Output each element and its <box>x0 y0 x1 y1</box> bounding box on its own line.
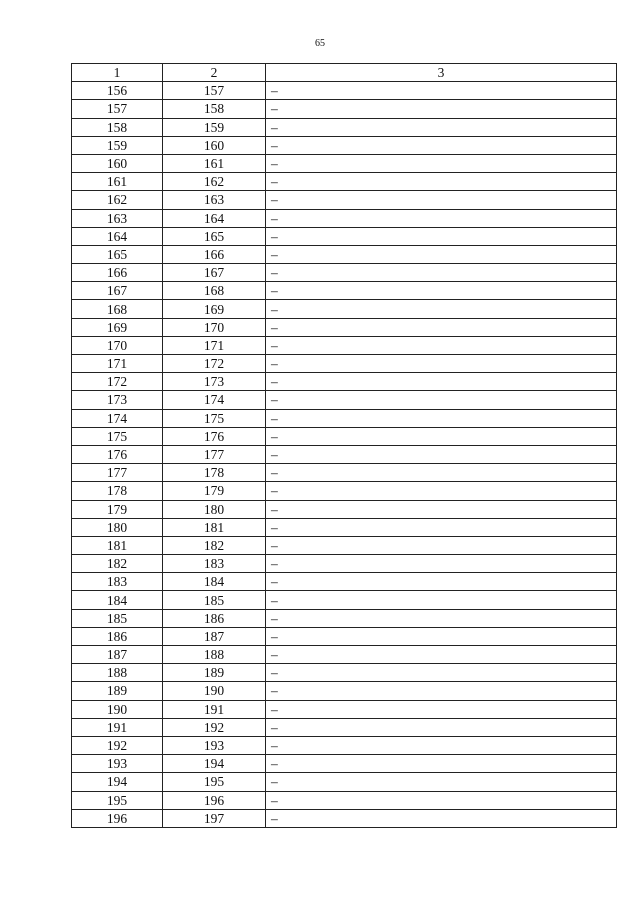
table-cell-col-2: 196 <box>163 791 266 809</box>
table-cell-col-2: 185 <box>163 591 266 609</box>
table-cell-col-1: 186 <box>72 627 163 645</box>
table-cell-col-2: 195 <box>163 773 266 791</box>
table-cell-col-3: – <box>266 755 617 773</box>
table-row <box>72 791 617 809</box>
table-cell-col-2: 187 <box>163 627 266 645</box>
table-cell-col-2: 168 <box>163 282 266 300</box>
table-row <box>72 573 617 591</box>
table-row <box>72 391 617 409</box>
table-row <box>72 482 617 500</box>
table-row <box>72 100 617 118</box>
table-cell-col-1: 196 <box>72 809 163 827</box>
table-cell-col-1: 180 <box>72 518 163 536</box>
table-row <box>72 336 617 354</box>
table-cell-col-1: 162 <box>72 191 163 209</box>
table-row <box>72 318 617 336</box>
column-header-1: 1 <box>72 64 163 82</box>
table-cell-col-3: – <box>266 682 617 700</box>
table-row <box>72 445 617 463</box>
table-cell-col-3: – <box>266 282 617 300</box>
table-header-row <box>72 64 617 82</box>
table-row <box>72 191 617 209</box>
table-row <box>72 536 617 554</box>
table-cell-col-3: – <box>266 500 617 518</box>
table-cell-col-2: 165 <box>163 227 266 245</box>
table-row <box>72 736 617 754</box>
table-cell-col-2: 191 <box>163 700 266 718</box>
table-cell-col-3: – <box>266 391 617 409</box>
table-cell-col-3: – <box>266 591 617 609</box>
table-cell-col-2: 183 <box>163 555 266 573</box>
table-cell-col-1: 191 <box>72 718 163 736</box>
table-cell-col-3: – <box>266 736 617 754</box>
table-cell-col-2: 184 <box>163 573 266 591</box>
table-cell-col-1: 174 <box>72 409 163 427</box>
table-cell-col-1: 168 <box>72 300 163 318</box>
table-cell-col-2: 163 <box>163 191 266 209</box>
table-row <box>72 518 617 536</box>
table-cell-col-3: – <box>266 355 617 373</box>
table-cell-col-2: 158 <box>163 100 266 118</box>
table-cell-col-2: 166 <box>163 245 266 263</box>
table-row <box>72 173 617 191</box>
table-cell-col-3: – <box>266 718 617 736</box>
table-cell-col-2: 170 <box>163 318 266 336</box>
table-cell-col-3: – <box>266 336 617 354</box>
column-header-3: 3 <box>266 64 617 82</box>
table-cell-col-3: – <box>266 482 617 500</box>
table-cell-col-1: 167 <box>72 282 163 300</box>
table-cell-col-2: 197 <box>163 809 266 827</box>
table-cell-col-1: 161 <box>72 173 163 191</box>
page-number: 65 <box>315 38 325 49</box>
table-row <box>72 500 617 518</box>
table-cell-col-3: – <box>266 464 617 482</box>
table-cell-col-1: 164 <box>72 227 163 245</box>
table-cell-col-2: 182 <box>163 536 266 554</box>
table-cell-col-2: 180 <box>163 500 266 518</box>
table-cell-col-3: – <box>266 136 617 154</box>
table-row <box>72 755 617 773</box>
table-cell-col-1: 156 <box>72 82 163 100</box>
table-cell-col-2: 167 <box>163 264 266 282</box>
table-cell-col-2: 173 <box>163 373 266 391</box>
table-row <box>72 373 617 391</box>
table-row <box>72 409 617 427</box>
table-cell-col-1: 190 <box>72 700 163 718</box>
table-cell-col-3: – <box>266 773 617 791</box>
table-cell-col-1: 179 <box>72 500 163 518</box>
table-row <box>72 300 617 318</box>
table-row <box>72 627 617 645</box>
table-cell-col-3: – <box>266 409 617 427</box>
table-cell-col-2: 176 <box>163 427 266 445</box>
table-cell-col-3: – <box>266 700 617 718</box>
table-cell-col-2: 192 <box>163 718 266 736</box>
table-cell-col-3: – <box>266 555 617 573</box>
table-cell-col-2: 162 <box>163 173 266 191</box>
table-cell-col-1: 165 <box>72 245 163 263</box>
table-cell-col-3: – <box>266 445 617 463</box>
table-cell-col-2: 181 <box>163 518 266 536</box>
table-cell-col-2: 161 <box>163 154 266 172</box>
table-row <box>72 282 617 300</box>
column-header-2: 2 <box>163 64 266 82</box>
table-cell-col-3: – <box>266 664 617 682</box>
table-cell-col-2: 169 <box>163 300 266 318</box>
table-row <box>72 700 617 718</box>
table-cell-col-1: 187 <box>72 646 163 664</box>
table-cell-col-3: – <box>266 173 617 191</box>
table-cell-col-1: 172 <box>72 373 163 391</box>
table-cell-col-2: 177 <box>163 445 266 463</box>
table-cell-col-2: 172 <box>163 355 266 373</box>
table-cell-col-2: 160 <box>163 136 266 154</box>
table-cell-col-2: 178 <box>163 464 266 482</box>
table-row <box>72 209 617 227</box>
table-row <box>72 136 617 154</box>
table-cell-col-1: 193 <box>72 755 163 773</box>
table-cell-col-3: – <box>266 427 617 445</box>
table-row <box>72 355 617 373</box>
table-row <box>72 464 617 482</box>
table-row <box>72 591 617 609</box>
table-cell-col-1: 170 <box>72 336 163 354</box>
table-cell-col-3: – <box>266 518 617 536</box>
table-cell-col-2: 164 <box>163 209 266 227</box>
table-cell-col-1: 183 <box>72 573 163 591</box>
table-cell-col-3: – <box>266 245 617 263</box>
table-row <box>72 227 617 245</box>
table-cell-col-1: 160 <box>72 154 163 172</box>
table-cell-col-2: 159 <box>163 118 266 136</box>
table-row <box>72 118 617 136</box>
table-cell-col-1: 185 <box>72 609 163 627</box>
table-cell-col-1: 189 <box>72 682 163 700</box>
table-row <box>72 427 617 445</box>
table-cell-col-2: 193 <box>163 736 266 754</box>
table-cell-col-3: – <box>266 609 617 627</box>
table-cell-col-1: 178 <box>72 482 163 500</box>
table-cell-col-3: – <box>266 100 617 118</box>
table-cell-col-3: – <box>266 191 617 209</box>
table-row <box>72 82 617 100</box>
table-cell-col-3: – <box>266 573 617 591</box>
table-cell-col-1: 194 <box>72 773 163 791</box>
table-cell-col-3: – <box>266 264 617 282</box>
table-cell-col-3: – <box>266 318 617 336</box>
data-table <box>71 63 617 828</box>
table-cell-col-1: 175 <box>72 427 163 445</box>
table-row <box>72 264 617 282</box>
table-cell-col-1: 176 <box>72 445 163 463</box>
table-cell-col-1: 159 <box>72 136 163 154</box>
table-cell-col-1: 195 <box>72 791 163 809</box>
table-row <box>72 809 617 827</box>
table-row <box>72 718 617 736</box>
table-cell-col-3: – <box>266 227 617 245</box>
table-cell-col-1: 171 <box>72 355 163 373</box>
table-cell-col-1: 173 <box>72 391 163 409</box>
table-row <box>72 682 617 700</box>
table-cell-col-3: – <box>266 209 617 227</box>
table-cell-col-3: – <box>266 300 617 318</box>
table-row <box>72 609 617 627</box>
table-cell-col-2: 157 <box>163 82 266 100</box>
table-cell-col-2: 174 <box>163 391 266 409</box>
table-row <box>72 245 617 263</box>
table-row <box>72 555 617 573</box>
table-cell-col-1: 181 <box>72 536 163 554</box>
table-cell-col-2: 188 <box>163 646 266 664</box>
table-cell-col-3: – <box>266 791 617 809</box>
table-cell-col-2: 186 <box>163 609 266 627</box>
table-cell-col-1: 182 <box>72 555 163 573</box>
table-cell-col-1: 163 <box>72 209 163 227</box>
table-cell-col-1: 157 <box>72 100 163 118</box>
table-cell-col-3: – <box>266 646 617 664</box>
table-cell-col-3: – <box>266 809 617 827</box>
table-row <box>72 773 617 791</box>
table-cell-col-1: 166 <box>72 264 163 282</box>
table-cell-col-1: 184 <box>72 591 163 609</box>
table-cell-col-3: – <box>266 373 617 391</box>
table-cell-col-1: 188 <box>72 664 163 682</box>
table-cell-col-2: 194 <box>163 755 266 773</box>
table-cell-col-3: – <box>266 627 617 645</box>
table-cell-col-3: – <box>266 82 617 100</box>
table-cell-col-3: – <box>266 536 617 554</box>
table-cell-col-3: – <box>266 154 617 172</box>
table-row <box>72 154 617 172</box>
table-cell-col-1: 158 <box>72 118 163 136</box>
table-cell-col-2: 175 <box>163 409 266 427</box>
table-body <box>72 82 617 828</box>
table-cell-col-2: 179 <box>163 482 266 500</box>
table-cell-col-2: 189 <box>163 664 266 682</box>
table-cell-col-2: 171 <box>163 336 266 354</box>
table-row <box>72 646 617 664</box>
table-cell-col-3: – <box>266 118 617 136</box>
table-cell-col-1: 177 <box>72 464 163 482</box>
table-row <box>72 664 617 682</box>
table-cell-col-1: 169 <box>72 318 163 336</box>
table-cell-col-1: 192 <box>72 736 163 754</box>
table-cell-col-2: 190 <box>163 682 266 700</box>
